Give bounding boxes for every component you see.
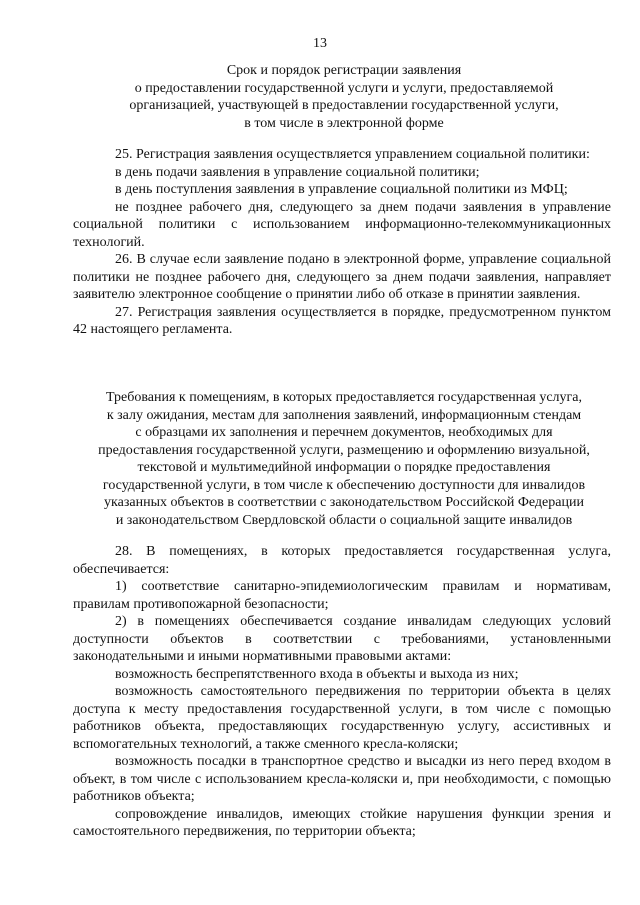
- heading-line: с образцами их заполнения и перечнем документов, необходимых для: [135, 425, 553, 440]
- heading-line: и законодательством Свердловской области о социальной защите инвалидов: [115, 512, 573, 528]
- heading-line: предоставления государственной услуги, размещению и оформлению визуальной,: [98, 442, 590, 458]
- list-item: возможность беспрепятственного входа в объекты и выхода из них;: [115, 666, 519, 682]
- section-body-registration: [73, 146, 611, 339]
- paragraph-25: 25. Регистрация заявления осуществляется управлением социальной политики:: [115, 147, 590, 162]
- section-body-premises: [73, 543, 611, 841]
- heading-line: в том числе в электронной форме: [244, 115, 444, 131]
- heading-line: организацией, участвующей в предоставлении государственной услуги,: [129, 98, 559, 113]
- section-heading-premises: [60, 389, 628, 529]
- heading-line: государственной услуги, в том числе к обеспечению доступности для инвалидов: [102, 477, 586, 493]
- list-item: возможность посадки в транспортное средство и высадки из него перед входом в объект, в том числе с использованием кресла-коляски и, при необходимости, с помощью работников объекта;: [73, 754, 611, 804]
- heading-line: Срок и порядок регистрации заявления: [226, 63, 462, 78]
- heading-line: текстовой и мультимедийной информации о порядке предоставления: [137, 460, 551, 475]
- section-heading-registration: [60, 62, 628, 132]
- paragraph-28: 28. В помещениях, в которых предоставляется государственная услуга, обеспечивается:: [73, 544, 611, 577]
- list-item: в день подачи заявления в управление социальной политики;: [115, 164, 480, 180]
- list-item: возможность самостоятельного передвижения по территории объекта в целях доступа к месту предоставления государственной услуги, в том числе с помощью работников объекта, предоставляющих государственную услугу, ассистивных и вспомогательных технологий, а также сменного кресла-коляски;: [73, 684, 611, 752]
- heading-line: указанных объектов в соответствии с законодательством Российской Федерации: [104, 495, 584, 510]
- paragraph-27: 27. Регистрация заявления осуществляется в порядке, предусмотренном пунктом 42 настоящего регламента.: [73, 304, 611, 337]
- heading-line: Требования к помещениям, в которых предоставляется государственная услуга,: [106, 390, 582, 405]
- page-number: 13: [313, 36, 327, 51]
- heading-line: о предоставлении государственной услуги и услуги, предоставляемой: [134, 80, 554, 96]
- list-item: в день поступления заявления в управление социальной политики из МФЦ;: [115, 182, 568, 197]
- list-item: не позднее рабочего дня, следующего за днем подачи заявления в управление социальной политики с использованием информационно-телекоммуникационных технологий.: [73, 199, 611, 250]
- list-item: 1) соответствие санитарно-эпидемиологическим правилам и нормативам, правилам противопожарной безопасности;: [73, 579, 611, 612]
- list-item: сопровождение инвалидов, имеющих стойкие нарушения функции зрения и самостоятельного передвижения, по территории объекта;: [73, 806, 611, 839]
- paragraph-26: 26. В случае если заявление подано в электронной форме, управление социальной политики не позднее рабочего дня, следующего за днем подачи заявления, направляет заявителю электронное сообщение о принятии либо об отказе в принятии заявления.: [73, 252, 611, 302]
- list-item: 2) в помещениях обеспечивается создание инвалидам следующих условий доступности объектов в соответствии с требованиями, установленными законодательными и иными нормативными правовыми актами:: [73, 614, 611, 664]
- heading-line: к залу ожидания, местам для заполнения заявлений, информационным стендам: [106, 407, 582, 423]
